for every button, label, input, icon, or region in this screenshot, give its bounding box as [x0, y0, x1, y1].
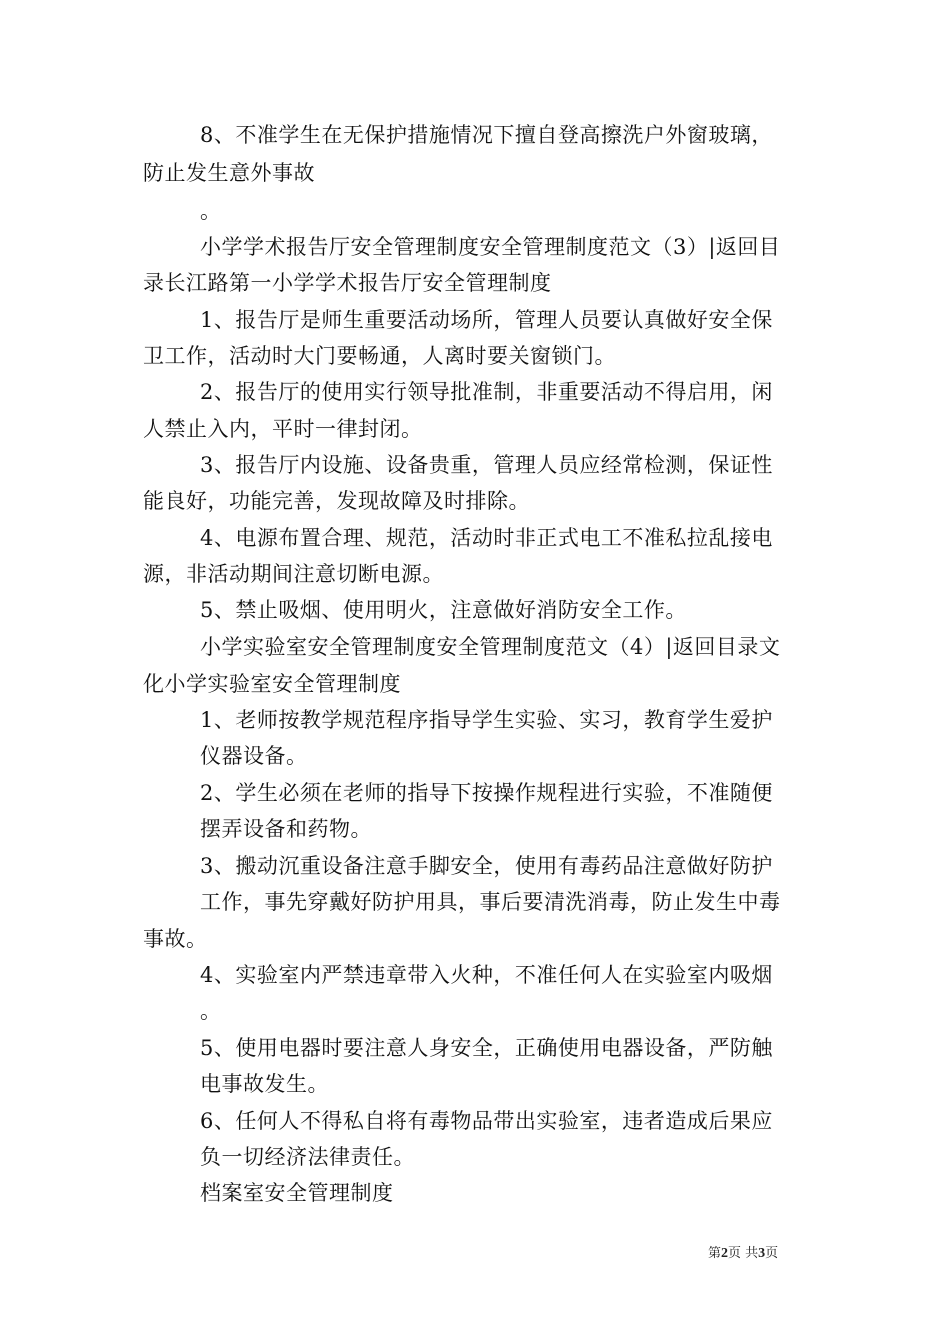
text-line: 卫工作，活动时大门要畅通，人离时要关窗锁门。 — [143, 344, 616, 368]
footer-middle: 页 共 — [728, 1246, 759, 1261]
text-line: 3、搬动沉重设备注意手脚安全，使用有毒药品注意做好防护 — [200, 854, 773, 878]
text-line: 2、学生必须在老师的指导下按操作规程进行实验，不准随便 — [200, 781, 773, 805]
text-line: 人禁止入内，平时一律封闭。 — [143, 417, 423, 441]
text-line: 3、报告厅内设施、设备贵重，管理人员应经常检测，保证性 — [200, 453, 773, 477]
text-line: 5、使用电器时要注意人身安全，正确使用电器设备，严防触 — [200, 1036, 773, 1060]
footer-suffix: 页 — [765, 1246, 779, 1261]
text-line: 档案室安全管理制度 — [200, 1181, 394, 1205]
text-line: 4、实验室内严禁违章带入火种，不准任何人在实验室内吸烟 — [200, 963, 773, 987]
text-line: 2、报告厅的使用实行领导批准制，非重要活动不得启用，闲 — [200, 380, 773, 404]
text-line: 事故。 — [143, 927, 208, 951]
text-line: 4、电源布置合理、规范，活动时非正式电工不准私拉乱接电 — [200, 526, 773, 550]
text-line: 摆弄设备和药物。 — [200, 817, 372, 841]
text-line: 小学实验室安全管理制度安全管理制度范文（4）|返回目录文 — [200, 635, 781, 659]
footer-prefix: 第 — [708, 1246, 722, 1261]
text-line: 6、任何人不得私自将有毒物品带出实验室，违者造成后果应 — [200, 1109, 773, 1133]
total-pages-number: 3 — [758, 1246, 766, 1261]
current-page-number: 2 — [721, 1246, 729, 1261]
text-line: 仪器设备。 — [200, 744, 308, 768]
text-line: 化小学实验室安全管理制度 — [143, 672, 401, 696]
text-line: 1、报告厅是师生重要活动场所，管理人员要认真做好安全保 — [200, 308, 773, 332]
text-line: 源，非活动期间注意切断电源。 — [143, 562, 444, 586]
text-line: 5、禁止吸烟、使用明火，注意做好消防安全工作。 — [200, 598, 687, 622]
text-line: 能良好，功能完善，发现故障及时排除。 — [143, 489, 530, 513]
text-line: 电事故发生。 — [200, 1072, 329, 1096]
text-line: 负一切经济法律责任。 — [200, 1145, 415, 1169]
text-line: 录长江路第一小学学术报告厅安全管理制度 — [143, 271, 552, 295]
text-line: 工作，事先穿戴好防护用具，事后要清洗消毒，防止发生中毒 — [200, 890, 781, 914]
text-line: 。 — [200, 999, 222, 1023]
text-line: 小学学术报告厅安全管理制度安全管理制度范文（3）|返回目 — [200, 235, 781, 259]
text-line: 。 — [200, 199, 222, 223]
text-line: 8、不准学生在无保护措施情况下擅自登高擦洗户外窗玻璃， — [200, 123, 773, 147]
text-line: 1、老师按教学规范程序指导学生实验、实习，教育学生爱护 — [200, 708, 773, 732]
text-line: 防止发生意外事故 — [143, 161, 315, 185]
page-footer — [708, 1245, 778, 1263]
